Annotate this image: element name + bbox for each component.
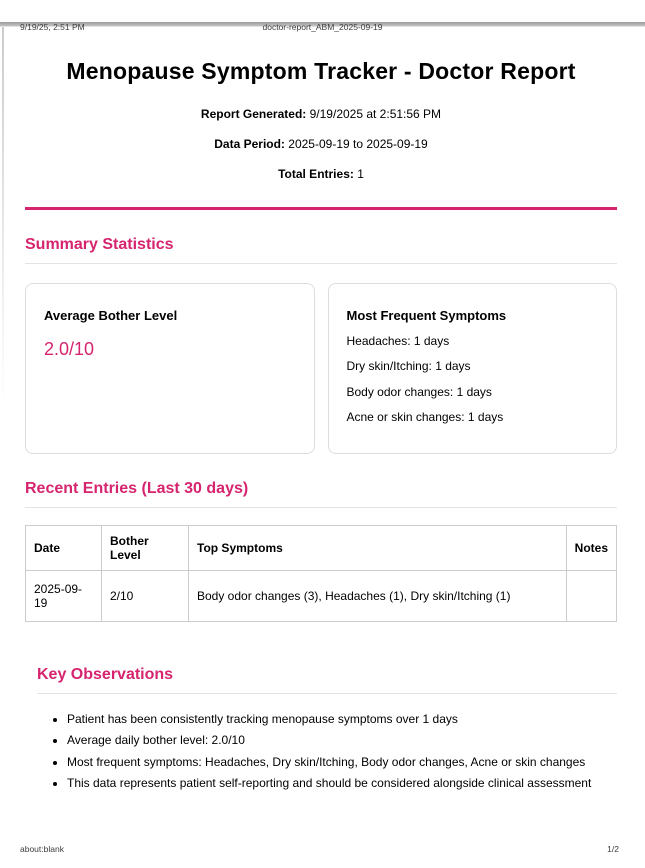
most-frequent-symptoms-card xyxy=(328,283,618,454)
table-header-row xyxy=(26,525,617,570)
entry-date-cell: 2025-09-19 xyxy=(26,570,102,621)
page-left-edge xyxy=(2,27,4,407)
meta-data-period-value: 2025-09-19 to 2025-09-19 xyxy=(288,137,428,151)
meta-data-period xyxy=(25,137,617,151)
symptom-frequency-item: Acne or skin changes: 1 days xyxy=(346,410,504,425)
meta-data-period-label: Data Period: xyxy=(214,137,285,151)
print-footer-page-indicator: 1/2 xyxy=(607,844,619,854)
observation-item: • This data represents patient self-reporting and should be considered alongside clinical assessment xyxy=(67,774,617,793)
average-bother-level-title: Average Bother Level xyxy=(44,308,178,323)
print-header xyxy=(0,22,645,34)
recent-entries-heading: Recent Entries (Last 30 days) xyxy=(25,480,617,508)
report-meta xyxy=(25,107,617,181)
summary-cards-row xyxy=(25,283,617,454)
meta-total-entries-label: Total Entries: xyxy=(278,167,354,181)
average-bother-level-card xyxy=(25,283,315,454)
symptom-frequency-item: Body odor changes: 1 days xyxy=(346,384,492,399)
entry-top-symptoms-cell: Body odor changes (3), Headaches (1), Dry skin/Itching (1) xyxy=(189,570,567,621)
observation-item: • Most frequent symptoms: Headaches, Dry skin/Itching, Body odor changes, Acne or skin changes xyxy=(67,753,617,772)
meta-report-generated-label: Report Generated: xyxy=(200,107,307,121)
meta-total-entries-value: 1 xyxy=(357,167,364,181)
observation-item: • Average daily bother level: 2.0/10 xyxy=(67,731,617,750)
key-observations-section xyxy=(37,666,617,793)
summary-statistics-heading: Summary Statistics xyxy=(25,236,617,264)
column-header-notes: Notes xyxy=(566,525,616,570)
title-divider xyxy=(25,207,617,210)
entry-notes-cell xyxy=(566,570,616,621)
key-observations-list xyxy=(37,710,617,793)
symptom-frequency-item: Dry skin/Itching: 1 days xyxy=(346,359,471,374)
entry-bother-level-cell: 2/10 xyxy=(102,570,189,621)
report-title: Menopause Symptom Tracker - Doctor Report xyxy=(66,58,576,84)
meta-report-generated xyxy=(25,107,617,121)
column-header-date: Date xyxy=(26,525,102,570)
column-header-bother-level: Bother Level xyxy=(102,525,189,570)
column-header-top-symptoms: Top Symptoms xyxy=(189,525,567,570)
meta-report-generated-value: 9/19/2025 at 2:51:56 PM xyxy=(309,107,442,121)
table-row xyxy=(26,570,617,621)
observation-item: • Patient has been consistently tracking menopause symptoms over 1 days xyxy=(67,710,617,729)
meta-total-entries xyxy=(25,167,617,181)
print-header-document-title: doctor-report_ABM_2025-09-19 xyxy=(262,22,383,32)
average-bother-level-value: 2.0/10 xyxy=(44,339,95,359)
most-frequent-symptoms-title: Most Frequent Symptoms xyxy=(346,308,507,323)
report-page xyxy=(0,58,645,793)
print-header-datetime: 9/19/25, 2:51 PM xyxy=(20,22,85,32)
symptom-frequency-item: Headaches: 1 days xyxy=(346,334,450,348)
print-footer-url: about:blank xyxy=(20,844,64,854)
key-observations-heading: Key Observations xyxy=(37,666,617,694)
recent-entries-table xyxy=(25,525,617,622)
